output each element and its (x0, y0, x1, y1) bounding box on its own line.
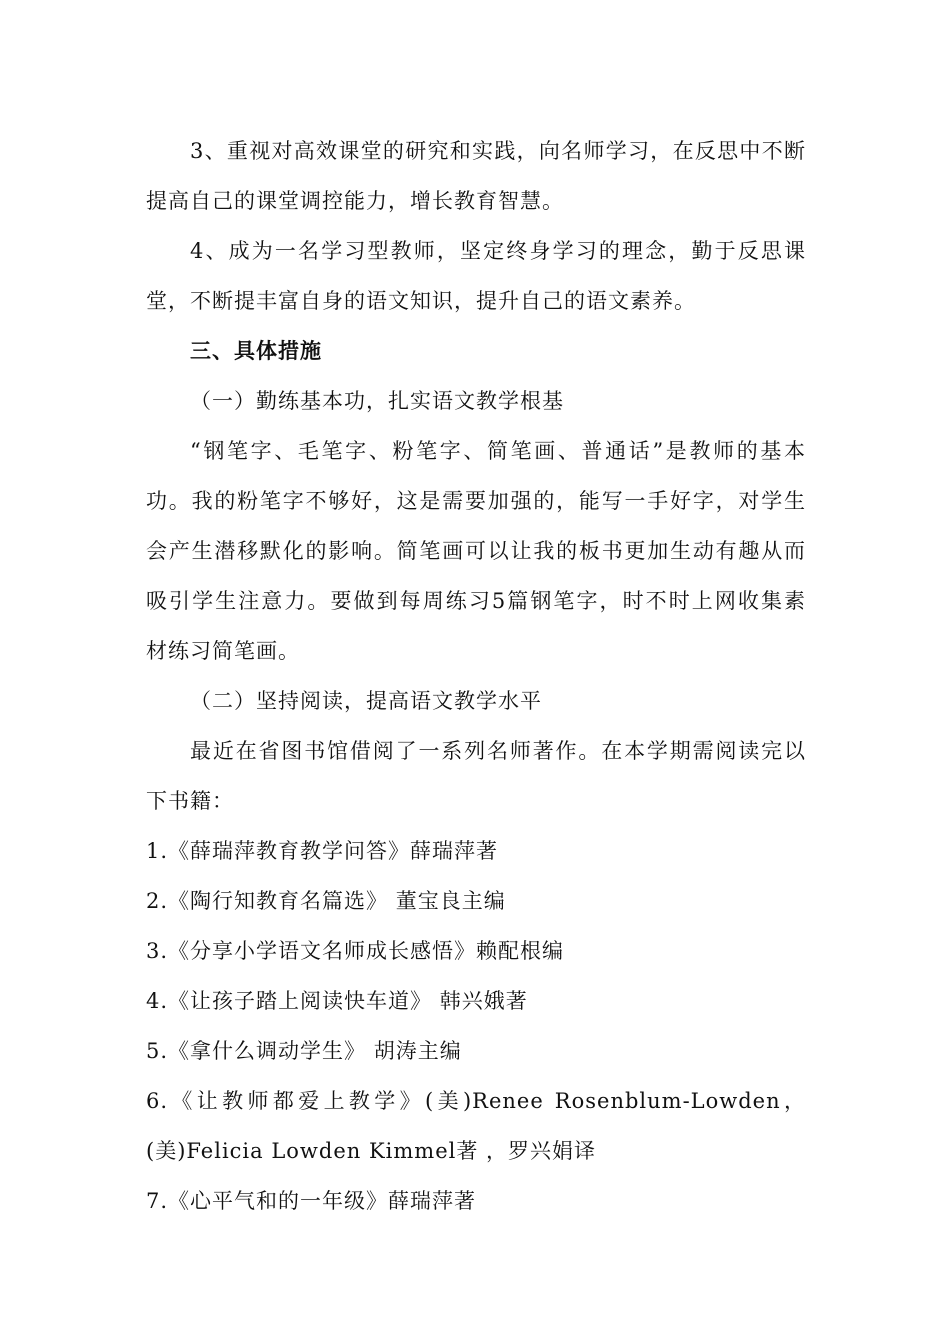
book-list-item-continuation: (美)Felicia Lowden Kimmel著 ，罗兴娟译 (146, 1139, 597, 1163)
paragraph-line: 材练习简笔画。 (146, 639, 300, 663)
book-list-item: 2.《陶行知教育名篇选》 董宝良主编 (146, 889, 506, 913)
paragraph-line: 会产生潜移默化的影响。简笔画可以让我的板书更加生动有趣从而 (146, 539, 806, 563)
book-list-item: 7.《心平气和的一年级》薛瑞萍著 (146, 1189, 477, 1213)
paragraph-line: 吸引学生注意力。要做到每周练习5篇钢笔字，时不时上网收集素 (146, 589, 806, 613)
paragraph-line: “钢笔字、毛笔字、粉笔字、简笔画、普通话”是教师的基本 (190, 439, 806, 463)
book-list-item: 3.《分享小学语文名师成长感悟》赖配根编 (146, 939, 565, 963)
book-list-item: 6.《让教师都爱上教学》(美)Renee Rosenblum-Lowden， (146, 1089, 806, 1113)
subsection-heading: （二）坚持阅读，提高语文教学水平 (190, 689, 542, 713)
paragraph-line: 提高自己的课堂调控能力，增长教育智慧。 (146, 189, 564, 213)
subsection-heading: （一）勤练基本功，扎实语文教学根基 (190, 389, 564, 413)
paragraph-line: 功。我的粉笔字不够好，这是需要加强的，能写一手好字，对学生 (146, 489, 806, 513)
paragraph-line: 最近在省图书馆借阅了一系列名师著作。在本学期需阅读完以 (190, 739, 806, 763)
section-heading: 三、具体措施 (190, 338, 322, 363)
paragraph-line: 4、成为一名学习型教师，坚定终身学习的理念，勤于反思课 (190, 239, 806, 263)
paragraph-line: 堂，不断提丰富自身的语文知识，提升自己的语文素养。 (146, 289, 696, 313)
paragraph-line: 下书籍： (146, 789, 234, 813)
book-list-item: 4.《让孩子踏上阅读快车道》 韩兴娥著 (146, 989, 528, 1013)
paragraph-line: 3、重视对高效课堂的研究和实践，向名师学习，在反思中不断 (190, 139, 806, 163)
book-list-item: 5.《拿什么调动学生》 胡涛主编 (146, 1039, 462, 1063)
book-list-item: 1.《薛瑞萍教育教学问答》薛瑞萍著 (146, 839, 499, 863)
